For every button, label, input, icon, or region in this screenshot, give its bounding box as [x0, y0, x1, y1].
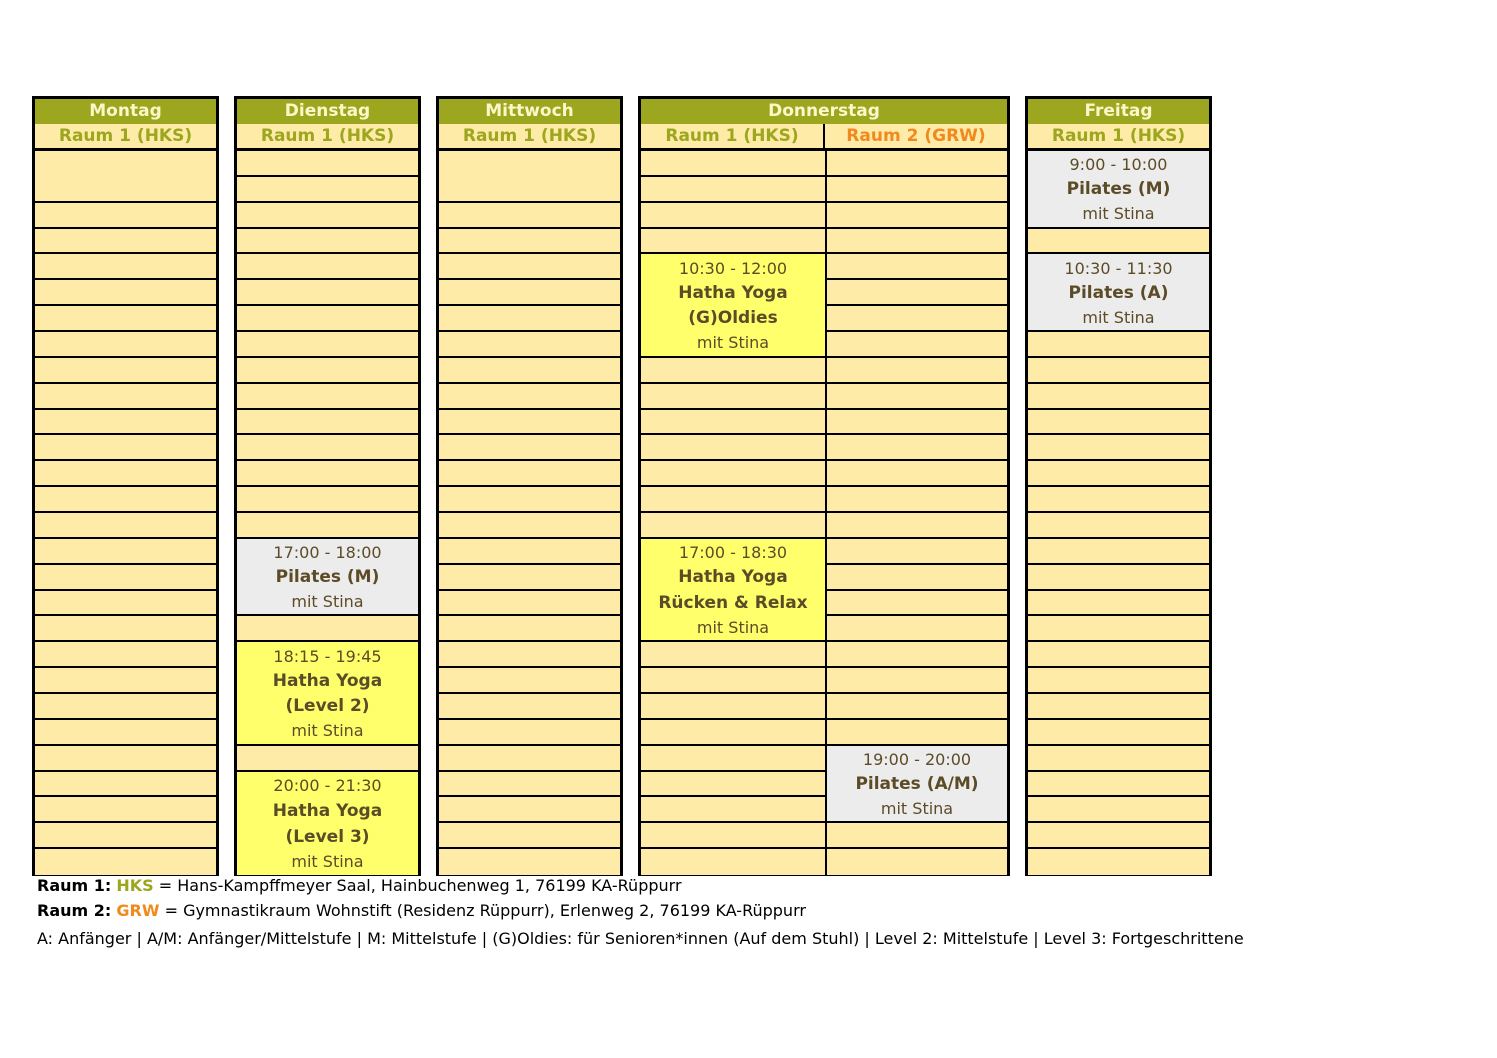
time-slot [827, 487, 1007, 513]
event-title: Hatha Yoga [678, 567, 788, 588]
slot-column [641, 151, 825, 873]
event-time: 17:00 - 18:30 [678, 543, 788, 563]
day-header: Montag [35, 99, 216, 124]
time-slot [237, 435, 418, 461]
event-title: Pilates (M) [1066, 179, 1171, 200]
event-title: Pilates (M) [275, 567, 380, 588]
time-slot [827, 177, 1007, 203]
time-slot [439, 332, 620, 358]
time-slot [439, 746, 620, 772]
time-slot [35, 332, 216, 358]
event-time: 10:30 - 12:00 [678, 258, 788, 278]
day-column-freitag [1025, 96, 1212, 876]
legend-room-1-code: HKS [116, 876, 154, 895]
day-header: Freitag [1028, 99, 1209, 124]
time-slot [35, 720, 216, 746]
slot-column [439, 151, 620, 873]
time-slot [439, 668, 620, 694]
event-hatha-yoga-ruecken-relax [641, 539, 825, 642]
day-column-montag [32, 96, 219, 876]
time-slot [35, 797, 216, 823]
time-slot [827, 306, 1007, 332]
time-slot [237, 280, 418, 306]
time-slot [827, 823, 1007, 849]
event-instructor: mit Stina [880, 798, 954, 818]
time-slot [827, 151, 1007, 177]
time-slot [439, 694, 620, 720]
time-slot [439, 565, 620, 591]
legend-room-2-code: GRW [116, 901, 160, 920]
legend-levels: A: Anfänger | A/M: Anfänger/Mittelstufe | M: Mittelstufe | (G)Oldies: für Senioren*innen (Auf dem Stuhl) | Level 2: Mittelstufe | Level 3: Fortgeschrittene [37, 929, 1244, 948]
event-pilates-a [1028, 254, 1209, 332]
time-slot [641, 229, 825, 255]
time-slot [439, 797, 620, 823]
time-slot [439, 306, 620, 332]
time-slot [827, 694, 1007, 720]
time-slot [35, 306, 216, 332]
legend-room-2-desc: = Gymnastikraum Wohnstift (Residenz Rüppurr), Erlenweg 2, 76199 KA-Rüppurr [159, 901, 806, 920]
time-slot [439, 539, 620, 565]
time-slot [827, 668, 1007, 694]
event-time: 17:00 - 18:00 [273, 543, 382, 563]
day-header: Dienstag [237, 99, 418, 124]
event-title: Hatha Yoga [678, 283, 788, 304]
event-instructor: mit Stina [1082, 204, 1155, 224]
time-slot [1028, 746, 1209, 772]
legend-room-1-desc: = Hans-Kampffmeyer Saal, Hainbuchenweg 1, 76199 KA-Rüppurr [153, 876, 682, 895]
time-slot [1028, 487, 1209, 513]
time-slot [35, 280, 216, 306]
legend-room-1-label: Raum 1: [37, 876, 112, 895]
time-slot [1028, 797, 1209, 823]
time-slot [827, 461, 1007, 487]
slot-column [237, 151, 418, 873]
time-slot [237, 358, 418, 384]
event-time: 10:30 - 11:30 [1064, 258, 1173, 278]
time-slot [827, 254, 1007, 280]
time-slot [35, 591, 216, 617]
time-slot [35, 410, 216, 436]
event-subtitle: Rücken & Relax [658, 592, 808, 613]
event-time: 20:00 - 21:30 [273, 776, 382, 796]
time-slot [439, 616, 620, 642]
event-title: Hatha Yoga [272, 670, 383, 691]
legend-room-2-label: Raum 2: [37, 901, 112, 920]
room-header: Raum 1 (HKS) [237, 124, 418, 151]
time-slot [237, 306, 418, 332]
time-slot [1028, 591, 1209, 617]
time-slot [439, 461, 620, 487]
time-slot [827, 384, 1007, 410]
time-slot [827, 616, 1007, 642]
time-slot [827, 849, 1007, 875]
time-slot [237, 203, 418, 229]
time-slot [439, 513, 620, 539]
time-slot [35, 513, 216, 539]
time-slot [439, 772, 620, 798]
day-header: Mittwoch [439, 99, 620, 124]
time-slot [35, 487, 216, 513]
event-instructor: mit Stina [1082, 307, 1155, 327]
time-slot [641, 772, 825, 798]
time-slot [641, 746, 825, 772]
event-hatha-yoga-level-2 [237, 642, 418, 745]
time-slot [237, 410, 418, 436]
event-title: Pilates (A/M) [855, 773, 979, 794]
event-instructor: mit Stina [291, 852, 364, 872]
time-slot [641, 642, 825, 668]
time-slot [35, 177, 216, 203]
time-slot [827, 203, 1007, 229]
time-slot [827, 410, 1007, 436]
time-slot [827, 229, 1007, 255]
time-slot [237, 487, 418, 513]
slot-column [1028, 151, 1209, 873]
time-slot [641, 358, 825, 384]
time-slot [35, 849, 216, 875]
time-slot [35, 203, 216, 229]
time-slot [641, 487, 825, 513]
time-slot [35, 539, 216, 565]
time-slot [237, 461, 418, 487]
time-slot [439, 849, 620, 875]
time-slot [1028, 565, 1209, 591]
time-slot [641, 694, 825, 720]
room-header: Raum 1 (HKS) [35, 124, 216, 151]
time-slot [439, 254, 620, 280]
event-hatha-yoga-level-3 [237, 772, 418, 875]
time-slot [237, 151, 418, 177]
time-slot [237, 513, 418, 539]
time-slot [1028, 513, 1209, 539]
event-subtitle: (G)Oldies [688, 308, 778, 329]
time-slot [641, 177, 825, 203]
time-slot [641, 849, 825, 875]
time-slot [35, 435, 216, 461]
room-header: Raum 1 (HKS) [439, 124, 620, 151]
time-slot [1028, 384, 1209, 410]
time-slot [1028, 461, 1209, 487]
time-slot [1028, 668, 1209, 694]
time-slot [237, 616, 418, 642]
time-slot [1028, 332, 1209, 358]
time-slot [641, 513, 825, 539]
day-column-dienstag [234, 96, 421, 876]
time-slot [827, 513, 1007, 539]
event-pilates-m [1028, 151, 1209, 229]
time-slot [439, 229, 620, 255]
time-slot [641, 668, 825, 694]
event-subtitle: (Level 3) [285, 826, 370, 847]
time-slot [827, 642, 1007, 668]
time-slot [439, 642, 620, 668]
time-slot [1028, 410, 1209, 436]
event-time: 19:00 - 20:00 [862, 750, 972, 770]
event-instructor: mit Stina [291, 721, 364, 741]
slot-column [35, 151, 216, 873]
event-time: 18:15 - 19:45 [273, 646, 382, 666]
time-slot [35, 642, 216, 668]
time-slot [641, 461, 825, 487]
time-slot [1028, 358, 1209, 384]
time-slot [641, 410, 825, 436]
time-slot [827, 280, 1007, 306]
time-slot [1028, 849, 1209, 875]
time-slot [1028, 772, 1209, 798]
day-header: Donnerstag [641, 99, 1007, 124]
legend-room-1 [37, 876, 682, 895]
event-instructor: mit Stina [696, 333, 770, 353]
time-slot [827, 720, 1007, 746]
time-slot [35, 772, 216, 798]
time-slot [35, 823, 216, 849]
time-slot [439, 280, 620, 306]
time-slot [827, 435, 1007, 461]
time-slot [827, 591, 1007, 617]
time-slot [439, 384, 620, 410]
time-slot [237, 229, 418, 255]
day-column-mittwoch [436, 96, 623, 876]
time-slot [439, 720, 620, 746]
time-slot [439, 151, 620, 177]
time-slot [641, 797, 825, 823]
time-slot [1028, 823, 1209, 849]
time-slot [237, 177, 418, 203]
time-slot [827, 539, 1007, 565]
slot-column [827, 151, 1007, 873]
time-slot [827, 358, 1007, 384]
time-slot [1028, 642, 1209, 668]
time-slot [35, 461, 216, 487]
time-slot [1028, 229, 1209, 255]
time-slot [1028, 539, 1209, 565]
room-header: Raum 1 (HKS) [641, 124, 825, 151]
time-slot [237, 332, 418, 358]
time-slot [439, 435, 620, 461]
time-slot [641, 203, 825, 229]
event-title: Hatha Yoga [272, 800, 383, 821]
time-slot [439, 487, 620, 513]
time-slot [35, 746, 216, 772]
time-slot [439, 410, 620, 436]
time-slot [439, 177, 620, 203]
event-pilates-am [827, 746, 1007, 824]
time-slot [439, 203, 620, 229]
time-slot [1028, 694, 1209, 720]
room-header: Raum 2 (GRW) [825, 124, 1007, 151]
time-slot [641, 435, 825, 461]
time-slot [827, 332, 1007, 358]
time-slot [237, 254, 418, 280]
time-slot [35, 254, 216, 280]
time-slot [35, 358, 216, 384]
event-instructor: mit Stina [291, 591, 364, 611]
time-slot [641, 823, 825, 849]
time-slot [237, 746, 418, 772]
time-slot [35, 384, 216, 410]
event-pilates-m [237, 539, 418, 617]
time-slot [35, 616, 216, 642]
event-hatha-yoga-goldies [641, 254, 825, 357]
time-slot [439, 358, 620, 384]
time-slot [1028, 435, 1209, 461]
time-slot [439, 591, 620, 617]
time-slot [641, 151, 825, 177]
time-slot [1028, 616, 1209, 642]
time-slot [35, 694, 216, 720]
legend-room-2 [37, 901, 806, 920]
time-slot [827, 565, 1007, 591]
event-time: 9:00 - 10:00 [1069, 155, 1168, 175]
time-slot [641, 384, 825, 410]
time-slot [35, 668, 216, 694]
event-instructor: mit Stina [696, 617, 770, 637]
time-slot [237, 384, 418, 410]
time-slot [35, 151, 216, 177]
time-slot [1028, 720, 1209, 746]
time-slot [641, 720, 825, 746]
time-slot [35, 229, 216, 255]
room-header: Raum 1 (HKS) [1028, 124, 1209, 151]
event-title: Pilates (A) [1068, 282, 1169, 303]
event-subtitle: (Level 2) [285, 696, 370, 717]
day-column-donnerstag [638, 96, 1010, 876]
time-slot [35, 565, 216, 591]
time-slot [439, 823, 620, 849]
